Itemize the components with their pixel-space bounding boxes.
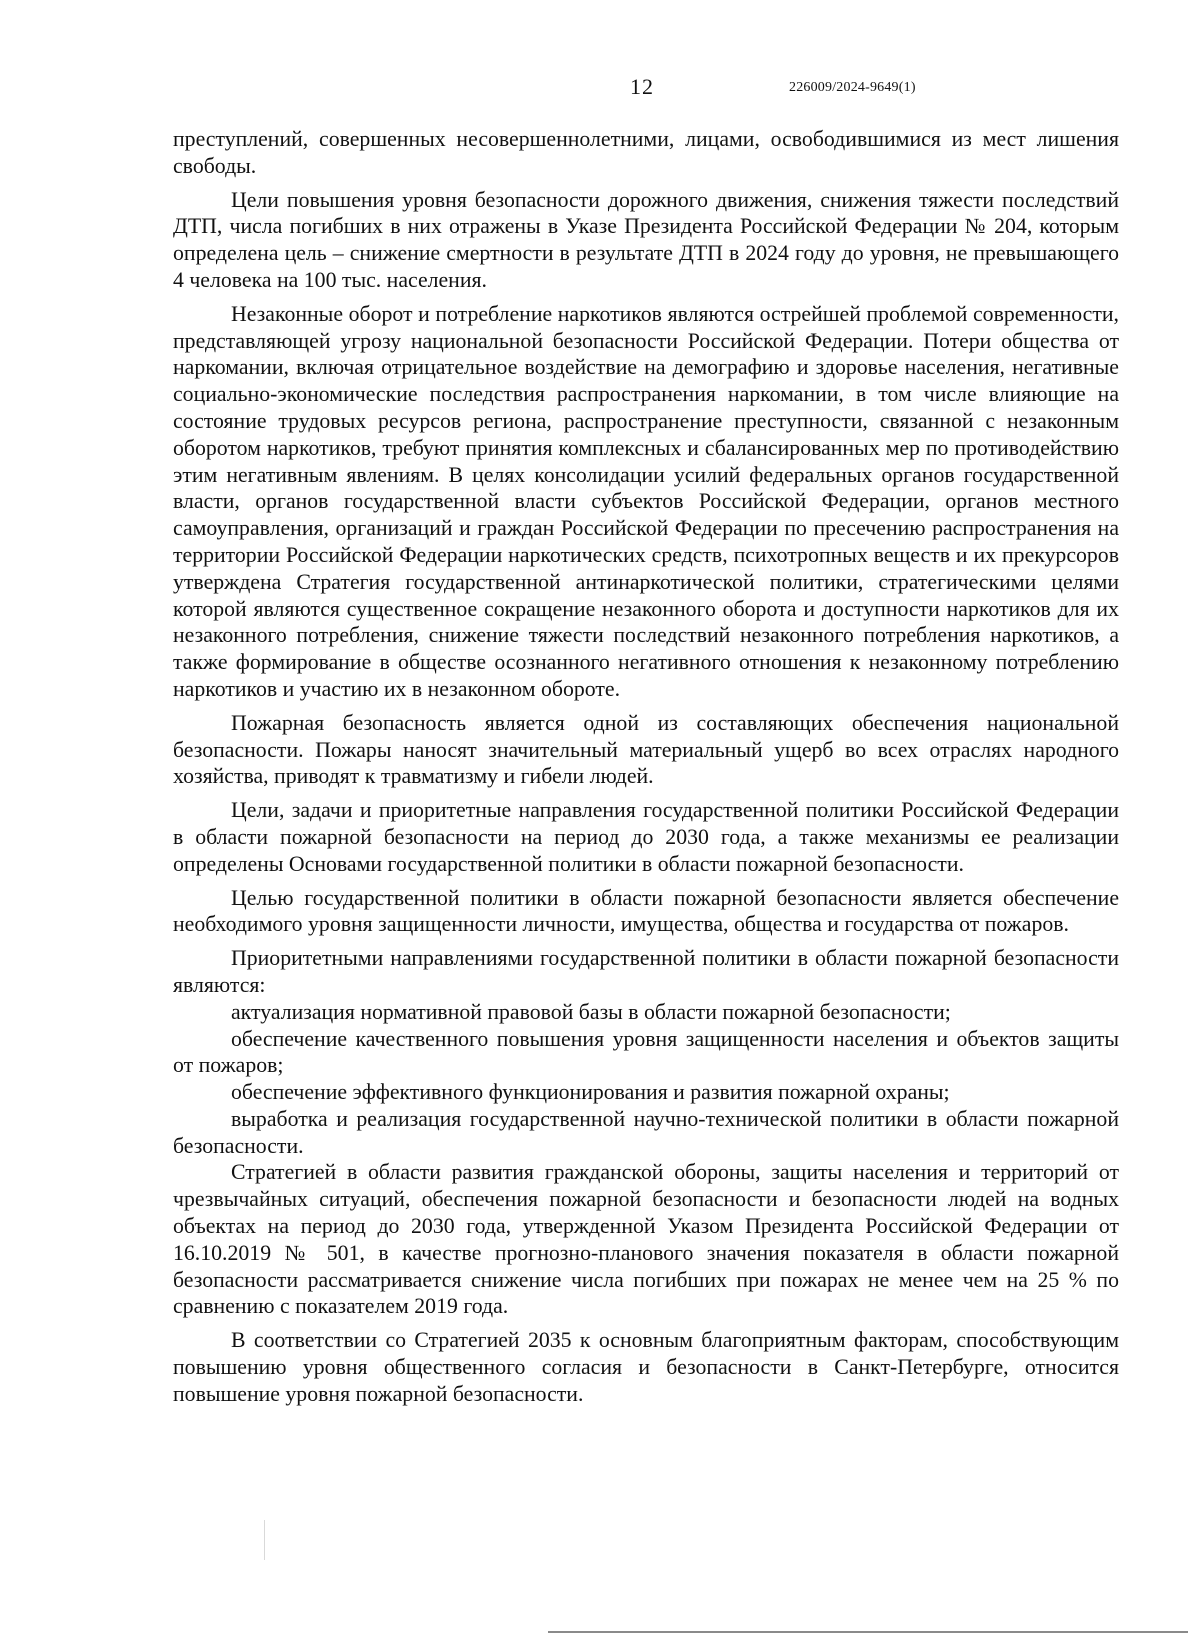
list-item-fire-service: обеспечение эффективного функционирования и развития пожарной охраны; <box>231 1080 950 1105</box>
paragraph-strategy-2035: В соответствии со Стратегией 2035 к основным благоприятным факторам, способствующим повышению уровня общественного согласия и безопасности в Санкт-Петербурге, относится повышение уровня пожарной безопасности. <box>173 1328 1119 1406</box>
paragraph-civil-defense-strategy: Стратегией в области развития гражданской обороны, защиты населения и территорий от чрезвычайных ситуаций, обеспечения пожарной безопасности и безопасности людей на водных объектах на период до 2030 года, утвержденной Указом Президента Российской Федерации от 16.10.2019 № 501, в качестве прогнозно-планового значения показателя в области пожарной безопасности рассматривается снижение числа погибших при пожарах не менее чем на 25 % по сравнению с показателем 2019 года. <box>173 1160 1119 1319</box>
paragraph-fire-policy-aim: Целью государственной политики в области пожарной безопасности является обеспечение необходимого уровня защищенности личности, имущества, общества и государства от пожаров. <box>173 885 1119 937</box>
document-id: 226009/2024-9649(1) <box>789 80 916 95</box>
paragraph-priority-directions: Приоритетными направлениями государственной политики в области пожарной безопасности являются: <box>173 946 1119 997</box>
paragraph-fire-safety-intro: Пожарная безопасность является одной из составляющих обеспечения национальной безопасности. Пожары наносят значительный материальный ущерб во всех отраслях народного хозяйства, приводят к травматизму и гибели людей. <box>173 710 1119 789</box>
list-item-scientific-policy: выработка и реализация государственной научно-технической политики в области пожарной безопасности. <box>173 1106 1119 1158</box>
bottom-rule <box>548 1631 1188 1633</box>
list-item-protection-level: обеспечение качественного повышения уровня защищенности населения и объектов защиты от пожаров; <box>173 1026 1119 1078</box>
paragraph-crimes-continuation: преступлений, совершенных несовершеннолетними, лицами, освободившимися из мест лишения свободы. <box>173 127 1119 178</box>
scan-mark <box>264 1520 265 1560</box>
paragraph-fire-policy-goals: Цели, задачи и приоритетные направления государственной политики Российской Федерации в области пожарной безопасности на период до 2030 года, а также механизмы ее реализации определены Основами государственной политики в области пожарной безопасности. <box>173 798 1119 876</box>
list-item-regulatory-base: актуализация нормативной правовой базы в области пожарной безопасности; <box>231 999 951 1024</box>
document-body <box>173 126 1119 1408</box>
paragraph-road-safety: Цели повышения уровня безопасности дорожного движения, снижения тяжести последствий ДТП, числа погибших в них отражены в Указе Президента Российской Федерации № 204, которым определена цель – снижение смертности в результате ДТП в 2024 году до уровня, не превышающего 4 человека на 100 тыс. населения. <box>173 187 1119 292</box>
page-number: 12 <box>630 74 654 99</box>
paragraph-narcotics: Незаконные оборот и потребление наркотиков являются острейшей проблемой современности, представляющей угрозу национальной безопасности Российской Федерации. Потери общества от наркомании, включая отрицательное воздействие на демографию и здоровье населения, негативные социально-экономические последствия распространения наркомании, в том числе влияющие на состояние трудовых ресурсов региона, распространение преступности, связанной с незаконным оборотом наркотиков, требуют принятия комплексных и сбалансированных мер по противодействию этим негативным явлениям. В целях консолидации усилий федеральных органов государственной власти, органов государственной власти субъектов Российской Федерации, органов местного самоуправления, организаций и граждан Российской Федерации по пресечению распространения на территории Российской Федерации наркотических средств, психотропных веществ и их прекурсоров утверждена Стратегия государственной антинаркотической политики, стратегическими целями которой являются существенное сокращение незаконного оборота и доступности наркотиков для их незаконного потребления, снижение тяжести последствий незаконного потребления наркотиков, а также формирование в обществе осознанного негативного отношения к незаконному потреблению наркотиков и участию их в незаконном обороте. <box>173 301 1119 701</box>
